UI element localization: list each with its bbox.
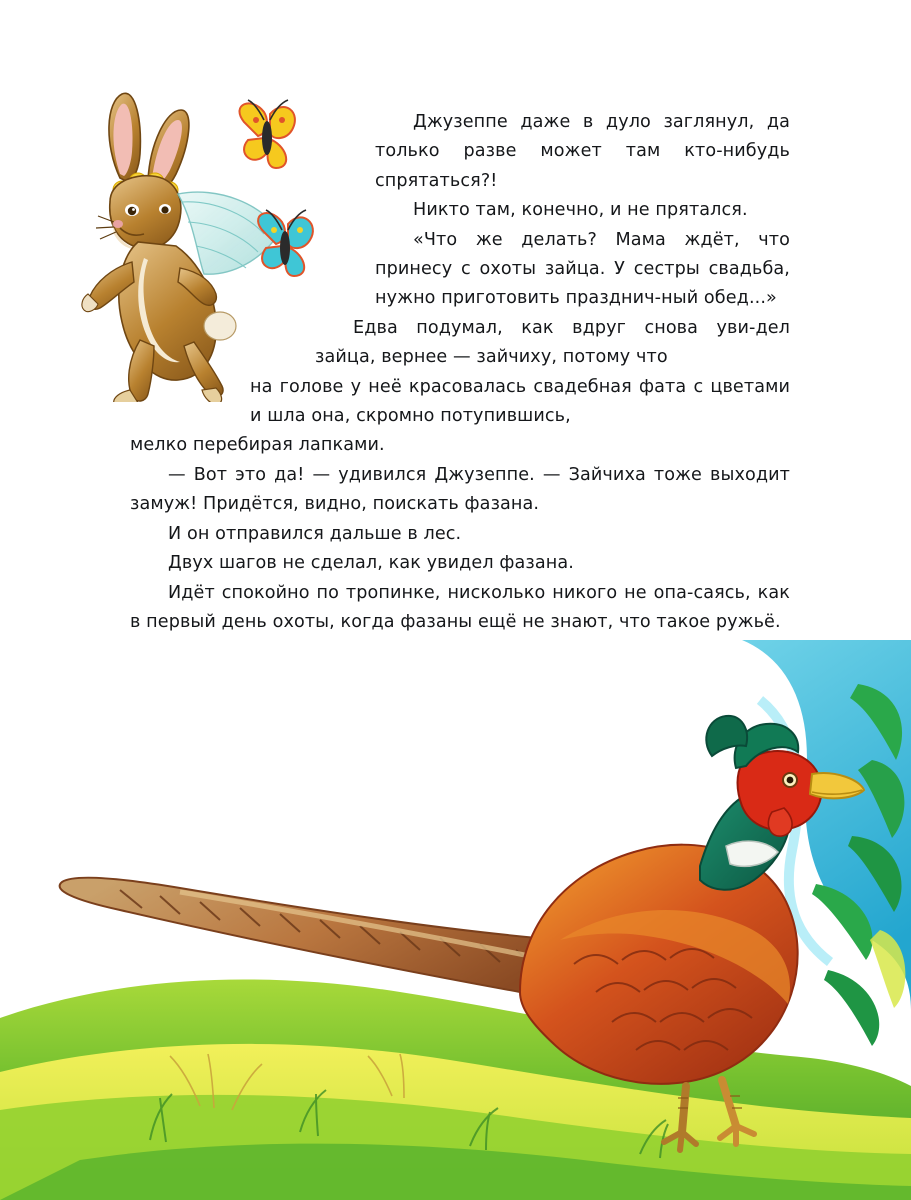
paragraph: Двух шагов не сделал, как увидел фазана. xyxy=(168,553,574,574)
pheasant-illustration xyxy=(0,640,911,1200)
paragraph: И он отправился дальше в лес. xyxy=(168,523,462,544)
paragraph: Никто там, конечно, и не прятался. xyxy=(413,200,748,221)
paragraph: Идёт спокойно по тропинке, нисколько никого не опа-саясь, как в первый день охоты, когда фазаны ещё не знают, что такое ружьё. xyxy=(130,582,790,632)
paragraph: Джузеппе даже в дуло заглянул, да только разве может там кто-нибудь спрятаться?! xyxy=(375,112,790,191)
story-text-block xyxy=(130,108,790,637)
paragraph: Едва подумал, как вдруг снова уви-дел зайца, вернее — зайчиху, потому что xyxy=(315,317,790,368)
paragraph: на голове у неё красовалась свадебная фата с цветами и шла она, скромно потупившись, xyxy=(250,376,790,427)
paragraph: мелко перебирая лапками. xyxy=(130,435,385,456)
paragraph: — Вот это да! — удивился Джузеппе. — Зайчиха тоже выходит замуж! Придётся, видно, поискать фазана. xyxy=(130,464,790,515)
paragraph: «Что же делать? Мама ждёт, что принесу с охоты зайца. У сестры свадьба, нужно приготовить празднич-ный обед...» xyxy=(375,229,790,309)
